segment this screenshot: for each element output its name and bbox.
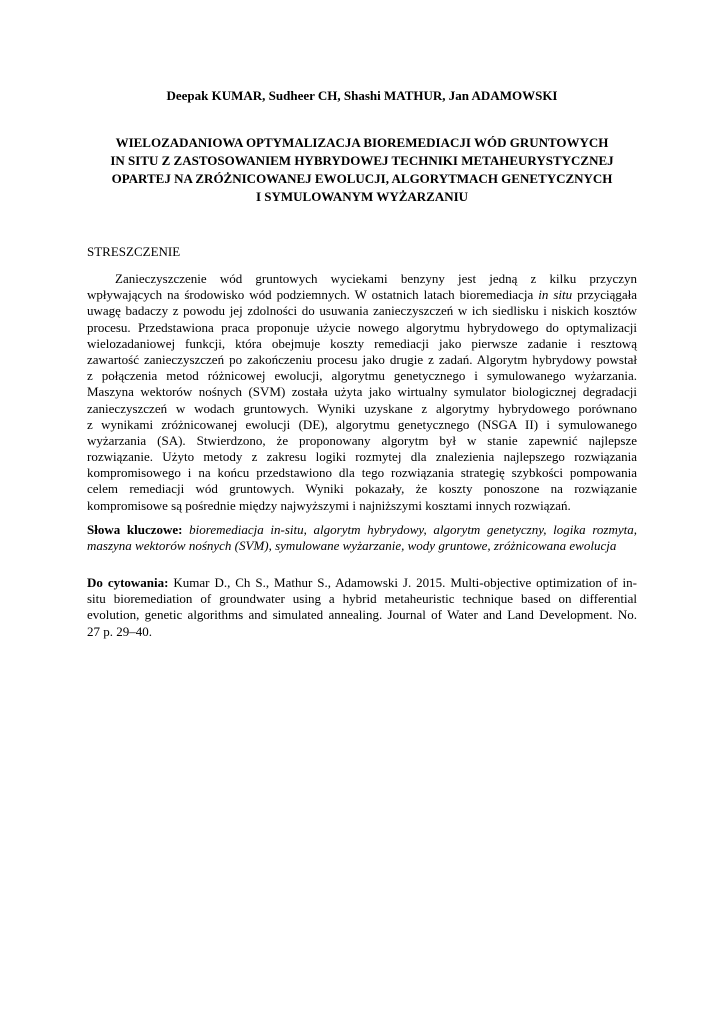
keywords-line: Słowa kluczowe: bioremediacja in-situ, algorytm hybrydowy, algorytm genetyczny, logika rozmyta, [87, 522, 637, 537]
title-line: IN SITU Z ZASTOSOWANIEM HYBRYDOWEJ TECHNIKI METAHEURYSTYCZNEJ [110, 153, 614, 168]
citation-line: situ bioremediation of groundwater using a hybrid metaheuristic technique based on differential [87, 591, 637, 607]
keywords-label: Słowa kluczowe: [87, 522, 183, 537]
abstract-line: kompromisowe są pośrednie między najwyższymi i najniższymi kosztami innych rozwiązań. [87, 497, 571, 513]
title-line: I SYMULOWANYM WYŻARZANIU [255, 189, 469, 204]
abstract-line: celem remediacji wód gruntowych. Wyniki pokazały, że koszty ponoszone na rozwiązanie [87, 481, 637, 497]
title-line: WIELOZADANIOWA OPTYMALIZACJA BIOREMEDIACJI WÓD GRUNTOWYCH [115, 135, 609, 150]
keywords-line: maszyna wektorów nośnych (SVM), symulowane wyżarzanie, wody gruntowe, zróżnicowana ewolucja [87, 538, 617, 554]
citation-label: Do cytowania: [87, 575, 169, 590]
abstract-line: zawartość zanieczyszczeń po zakończeniu procesu jako drugie z zadań. Algorytm hybrydowy powstał [87, 351, 637, 367]
citation-line: evolution, genetic algorithms and simulated annealing. Journal of Water and Land Development. No. [87, 607, 637, 623]
abstract-line: Zanieczyszczenie wód gruntowych wyciekami benzyny jest jedną z kilku przyczyn [115, 271, 637, 286]
abstract-line: wielozadaniowej funkcji, która obejmuje koszty remediacji jako pierwsze zadanie i resztową [87, 335, 637, 351]
title-line: OPARTEJ NA ZRÓŻNICOWANEJ EWOLUCJI, ALGORYTMACH GENETYCZNYCH [111, 171, 613, 186]
paper-title [87, 134, 637, 206]
abstract-line: uwagę badaczy z powodu jej zdolności do usuwania zanieczyszczeń w ich siedlisku i niskich kosztów [87, 303, 637, 319]
citation-line: 27 p. 29–40. [87, 623, 152, 639]
author-list: Deepak KUMAR, Sudheer CH, Shashi MATHUR, Jan ADAMOWSKI [166, 88, 558, 103]
abstract-body [87, 271, 637, 514]
abstract-line: wyżarzania (SA). Stwierdzono, że proponowany algorytm był w stanie zapewnić najlepsze [87, 432, 637, 448]
abstract-line: z połączenia metod różnicowej ewolucji, algorytmu genetycznego i symulowanego wyżarzania. [87, 368, 637, 384]
keywords-block [87, 522, 637, 554]
in-situ-term: in situ [538, 287, 573, 303]
abstract-line: zanieczyszczeń w wodach gruntowych. Wyniki uzyskane z algorytmy hybrydowego porównano [87, 400, 637, 416]
abstract-line: wpływających na środowisko wód podziemnych. W ostatnich latach bioremediacja in situ przyciągała [87, 287, 637, 303]
abstract-line: Maszyna wektorów nośnych (SVM) została użyta jako wirtualny symulator biologicznej degradacji [87, 384, 637, 400]
abstract-line: z wynikami zróżnicowanej ewolucji (DE), algorytmu genetycznego (NSGA II) i symulowanego [87, 416, 637, 432]
abstract-line: procesu. Przedstawiona praca proponuje użycie nowego algorytmu hybrydowego do optymalizacji [87, 319, 637, 335]
abstract-heading: STRESZCZENIE [87, 244, 181, 259]
citation-line: Do cytowania: Kumar D., Ch S., Mathur S., Adamowski J. 2015. Multi-objective optimization of in- [87, 575, 637, 590]
citation-block [87, 575, 637, 640]
abstract-line: rozwiązanie. Użyto metody z zakresu logiki rozmytej dla znalezienia najlepszego rozwiązania [87, 449, 637, 465]
abstract-line: kompromisowego i na końcu przedstawiono dla tego rozwiązania strategię szybkości pompowania [87, 465, 637, 481]
